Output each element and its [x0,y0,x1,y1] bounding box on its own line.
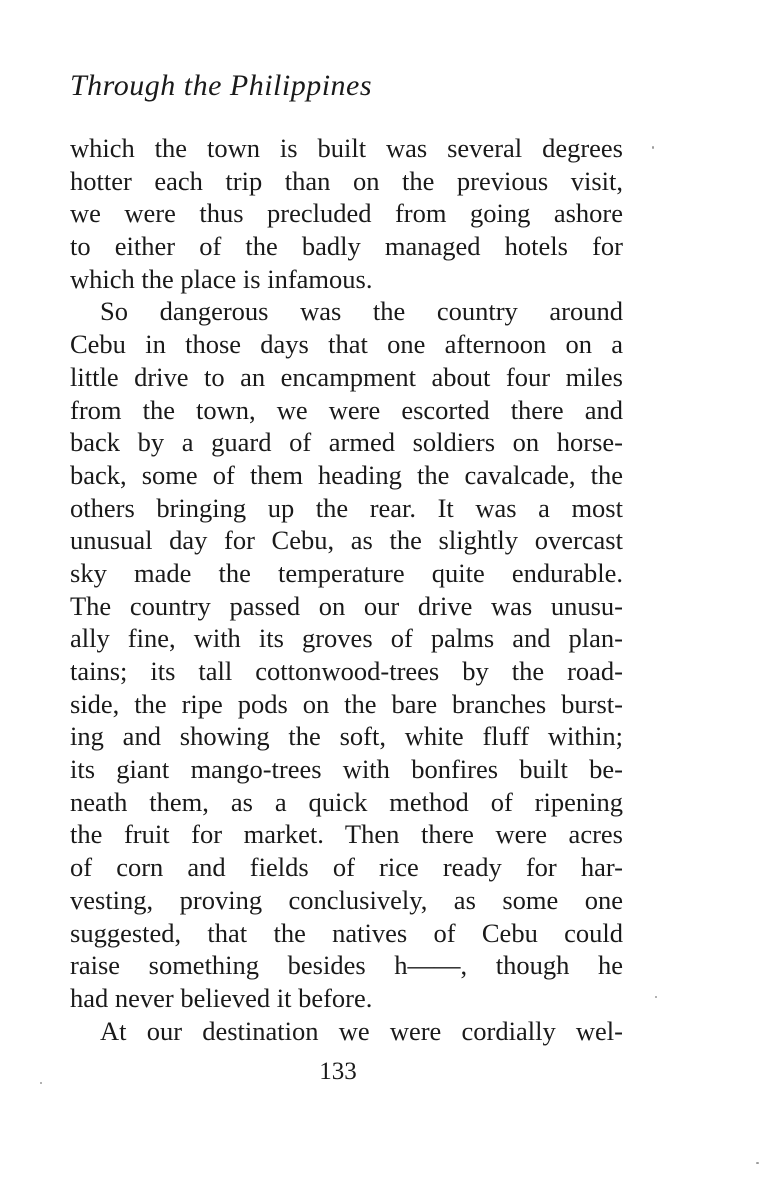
text-line: ing and showing the soft, white fluff within; [70,721,623,752]
text-line: the fruit for market. Then there were acres [70,819,623,850]
text-line: raise something besides h——, though he [70,950,623,981]
page-number: 133 [319,1058,357,1085]
running-head: Through the Philippines [70,69,373,102]
text-line: from the town, we were escorted there and [70,394,623,425]
scan-speck [756,1162,759,1164]
text-line: neath them, as a quick method of ripening [70,786,623,817]
text-line: back, some of them heading the cavalcade, the [70,459,623,490]
text-line: tains; its tall cottonwood-trees by the road- [70,656,623,686]
scan-speck [40,1082,42,1084]
text-line: The country passed on our drive was unusu- [70,590,623,621]
text-line: So dangerous was the country around [100,296,623,327]
text-line: back by a guard of armed soldiers on horse- [70,427,623,458]
scan-speck [652,146,654,149]
text-line: At our destination we were cordially wel- [100,1015,623,1046]
text-line: hotter each trip than on the previous visit, [70,165,623,196]
text-line: of corn and fields of rice ready for har- [70,852,623,883]
text-line: which the town is built was several degrees [70,133,623,163]
text-line: to either of the badly managed hotels for [70,231,623,262]
text-line: we were thus precluded from going ashore [70,198,623,229]
text-line: others bringing up the rear. It was a most [70,492,623,523]
text-line: Cebu in those days that one afternoon on a [70,329,623,360]
text-line: its giant mango-trees with bonfires built be- [70,754,623,785]
text-line: sky made the temperature quite endurable. [70,557,623,588]
text-line: had never believed it before. [70,982,373,1013]
body-text [70,132,623,1047]
text-line: suggested, that the natives of Cebu could [70,917,623,948]
text-line: ally fine, with its groves of palms and plan- [70,623,623,654]
text-line: side, the ripe pods on the bare branches burst- [70,688,623,719]
text-line: vesting, proving conclusively, as some one [70,884,623,915]
text-line: unusual day for Cebu, as the slightly overcast [70,525,623,556]
scan-speck [655,996,657,998]
text-line: which the place is infamous. [70,263,373,294]
text-line: little drive to an encampment about four miles [70,361,623,392]
